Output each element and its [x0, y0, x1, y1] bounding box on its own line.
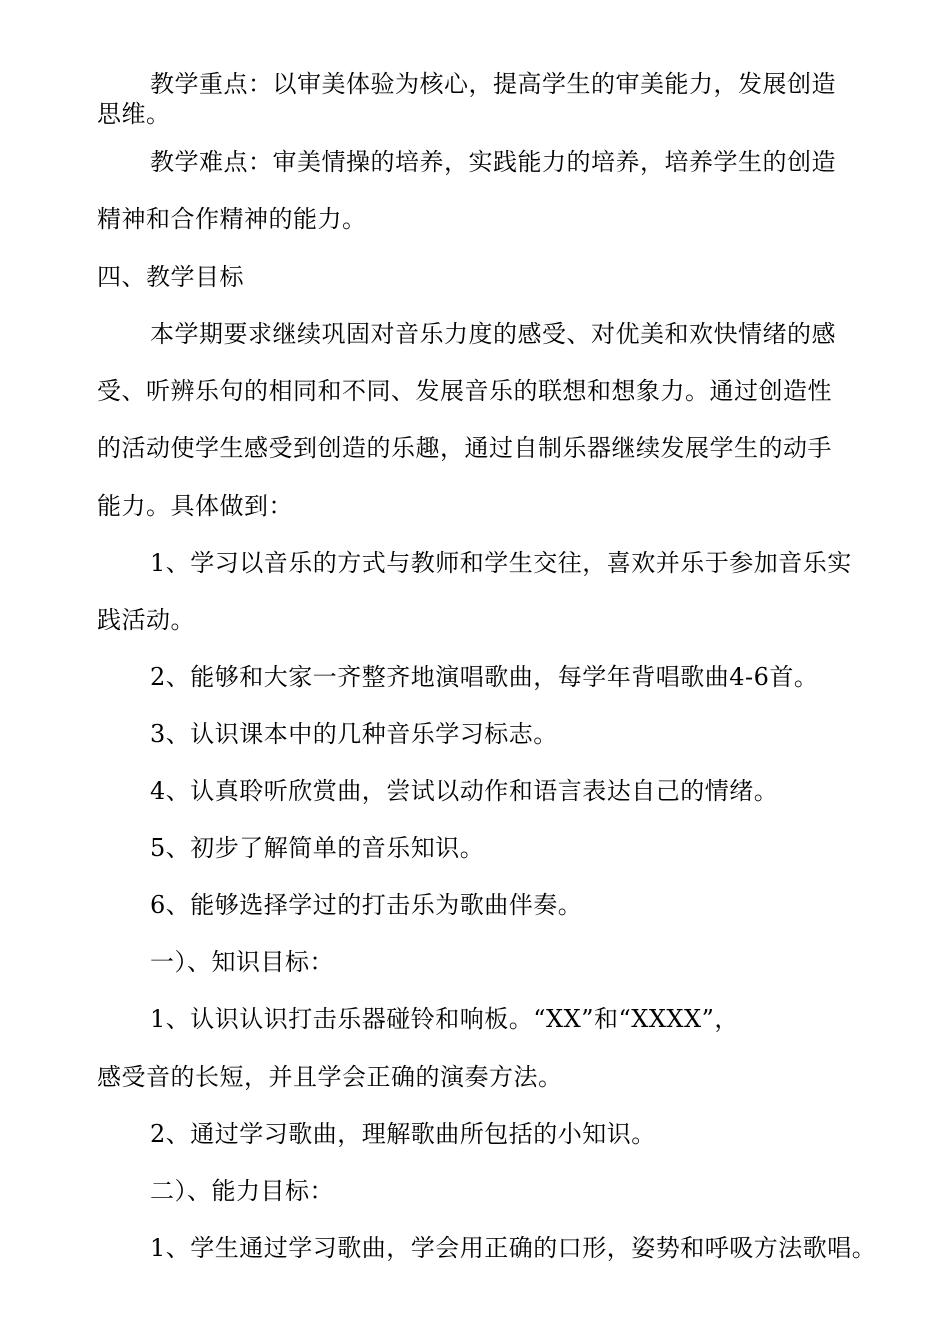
- list-item: 2、能够和大家一齐整齐地演唱歌曲，每学年背唱歌曲4-6首。: [150, 663, 819, 691]
- text-line: 本学期要求继续巩固对音乐力度的感受、对优美和欢快情绪的感: [150, 320, 836, 348]
- list-item: 1、学生通过学习歌曲，学会用正确的口形，姿势和呼吸方法歌唱。: [150, 1234, 877, 1262]
- text-line: 精神和合作精神的能力。: [97, 205, 367, 233]
- text-line: 受、听辨乐句的相同和不同、发展音乐的联想和想象力。通过创造性: [97, 377, 832, 405]
- subsection-heading: 二）、能力目标：: [150, 1177, 334, 1205]
- list-item: 4、认真聆听欣赏曲，尝试以动作和语言表达自己的情绪。: [150, 777, 779, 805]
- text-line: 教学重点：以审美体验为核心，提高学生的审美能力，发展创造: [150, 70, 836, 98]
- text-line: 的活动使学生感受到创造的乐趣，通过自制乐器继续发展学生的动手: [97, 434, 832, 462]
- text-line: 能力。具体做到：: [97, 492, 293, 520]
- list-item: 6、能够选择学过的打击乐为歌曲伴奏。: [150, 891, 583, 919]
- subsection-heading: 一）、知识目标：: [150, 948, 334, 976]
- list-item: 2、通过学习歌曲，理解歌曲所包括的小知识。: [150, 1120, 656, 1148]
- text-line: 感受音的长短，并且学会正确的演奏方法。: [97, 1063, 563, 1091]
- section-heading: 四、教学目标: [97, 263, 244, 291]
- list-item: 1、学习以音乐的方式与教师和学生交往，喜欢并乐于参加音乐实: [150, 549, 852, 577]
- list-item: 1、认识认识打击乐器碰铃和响板。“XX”和“XXXX”，: [150, 1005, 739, 1033]
- text-line: 思维。: [97, 100, 171, 128]
- text-line: 践活动。: [97, 606, 195, 634]
- text-line: 教学难点：审美情操的培养，实践能力的培养，培养学生的创造: [150, 148, 836, 176]
- list-item: 5、初步了解简单的音乐知识。: [150, 834, 485, 862]
- list-item: 3、认识课本中的几种音乐学习标志。: [150, 720, 558, 748]
